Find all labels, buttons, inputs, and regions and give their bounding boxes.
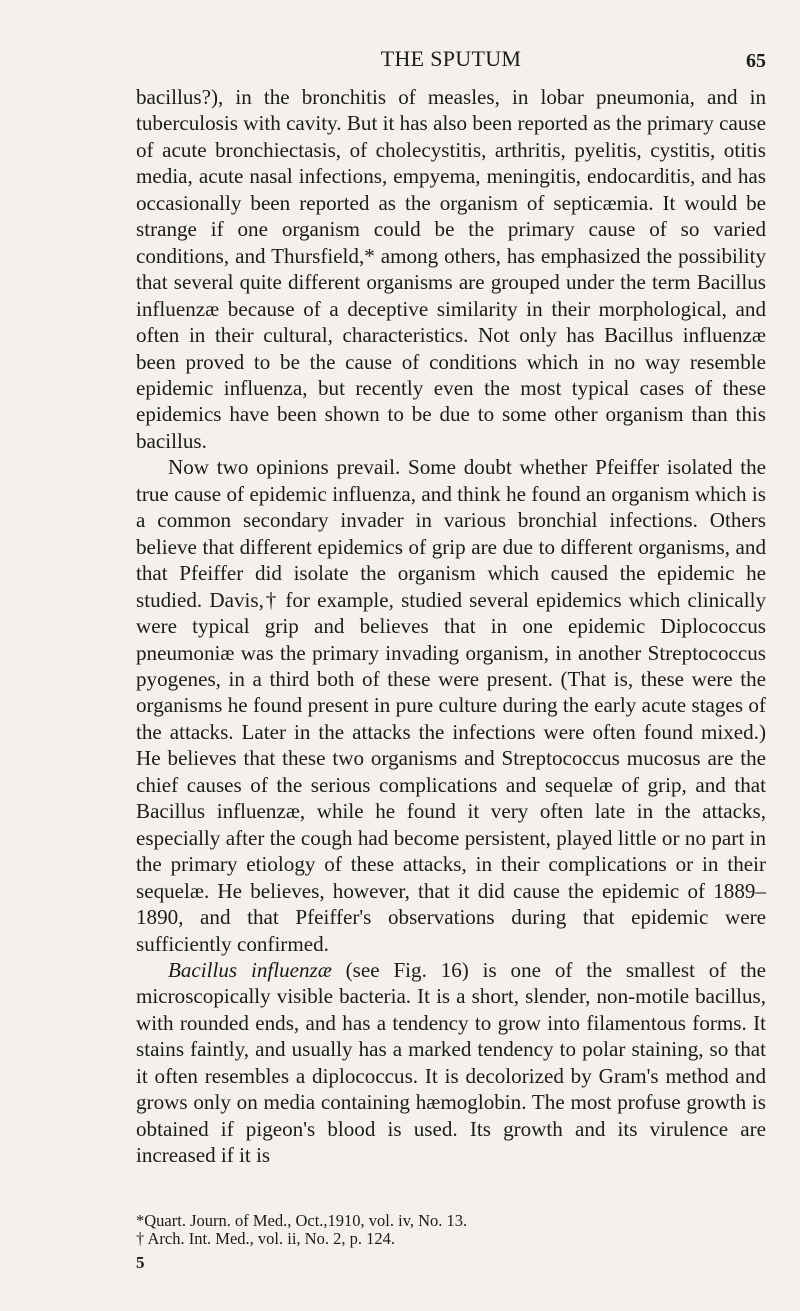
paragraph-1: bacillus?), in the bronchitis of measles, in lobar pneumonia, and in tuberculosis with cavity. But it has also been reported as the primary cause of acute bronchiectasis, of cholecystitis, arthritis, pyelitis, cystitis, otitis media, acute nasal infections, empyema, meningitis, endocarditis, and has occasionally been reported as the organism of septicæmia. It would be strange if one organism could be the primary cause of so varied conditions, and Thursfield,* among others, has emphasized the possibility that several quite different organisms are grouped under the term Bacillus influenzæ because of a deceptive similarity in their morphological, and often in their cultural, characteristics. Not only has Bacillus influenzæ been proved to be the cause of conditions which in no way resemble epidemic influenza, but recently even the most typical cases of these epidemics have been shown to be due to some other organism than this bacillus. xyxy=(136,85,766,453)
italic-term: Bacillus influenzæ xyxy=(168,957,332,982)
paragraph-3-text: (see Fig. 16) is one of the smallest of the microscopically visible bacteria. It is a short, slender, non-motile bacillus, with rounded ends, and has a tendency to grow into filamentous forms. It stains faintly, and usually has a marked tendency to polar staining, so that it often resembles a diplococcus. It is decolorized by Gram's method and grows only on media containing hæmoglobin. The most profuse growth is obtained if pigeon's blood is used. Its growth and its virulence are increased if it is xyxy=(136,957,766,1168)
footnote-1: *Quart. Journ. of Med., Oct.,1910, vol. iv, No. 13. xyxy=(136,1211,468,1230)
signature-mark: 5 xyxy=(136,1253,145,1272)
page-number: 65 xyxy=(746,50,766,72)
body-text xyxy=(136,84,766,1169)
paragraph-2: Now two opinions prevail. Some doubt whether Pfeiffer isolated the true cause of epidemic influenza, and think he found an organism which is a common secondary invader in various bronchial infections. Others believe that different epidemics of grip are due to different organisms, and that Pfeiffer did isolate the organism which caused the epidemic he studied. Davis,† for example, studied several epidemics which clinically were typical grip and believes that in one epidemic Diplococcus pneumoniæ was the primary invading organism, in another Streptococcus pyogenes, in a third both of these were present. (That is, these were the organisms he found present in pure culture during the early acute stages of the attacks. Later in the attacks the infections were often found mixed.) He believes that these two organisms and Streptococcus mucosus are the chief causes of the serious complications and sequelæ of grip, and that Bacillus influenzæ, while he found it very often late in the attacks, especially after the cough had become persistent, played little or no part in the primary etiology of these attacks, in their complications or in their sequelæ. He believes, however, that it did cause the epidemic of 1889–1890, and that Pfeiffer's observations during that epidemic were sufficiently confirmed. xyxy=(136,455,766,956)
footnote-2: † Arch. Int. Med., vol. ii, No. 2, p. 124. xyxy=(136,1229,395,1248)
page-header xyxy=(136,40,766,74)
paragraph-3 xyxy=(136,957,766,1169)
running-title: THE SPUTUM xyxy=(380,46,522,71)
footnotes xyxy=(136,1212,766,1248)
